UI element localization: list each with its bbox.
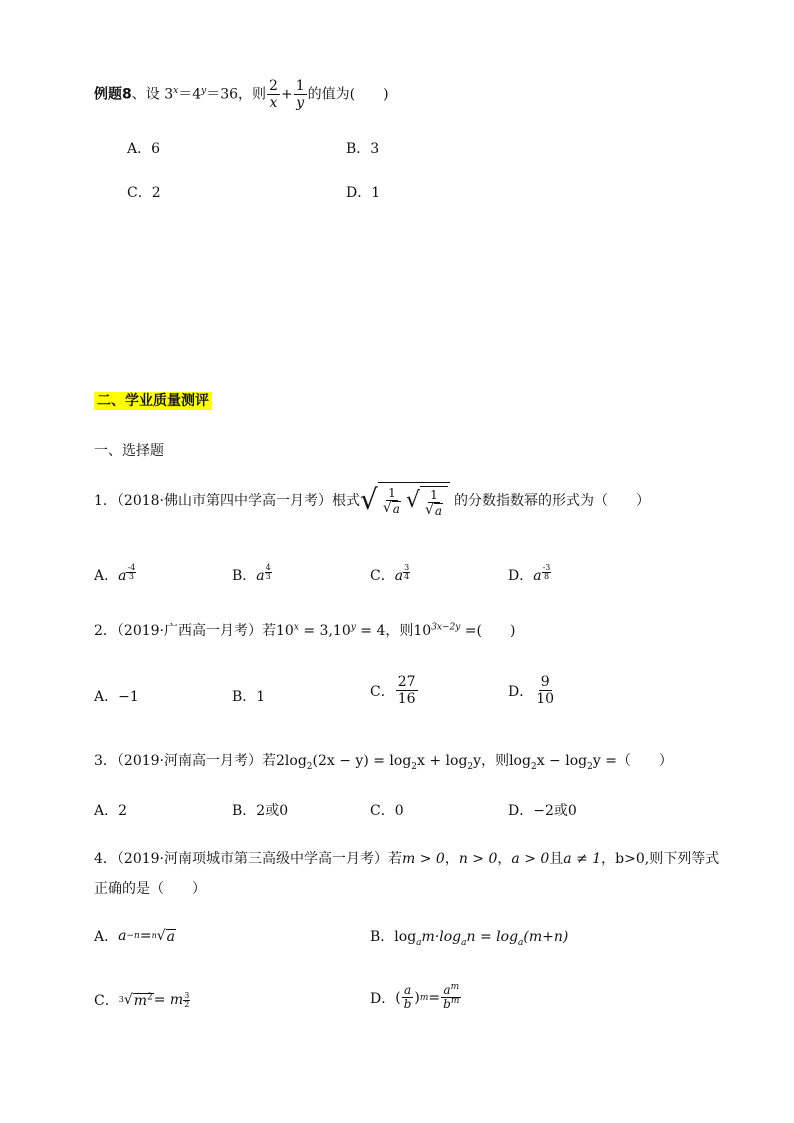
q4-option-d: D． ( $\frac{a}{b}$ ) m = $\frac{a^m}{b^m}$ [370, 982, 460, 1011]
question-4-line-2: 正确的是（ ） [94, 881, 206, 897]
q3-option-c: C．0 [370, 803, 404, 819]
q2-option-c: C． $\frac{27}{16}$ [370, 674, 416, 707]
fraction-1-over-y: $\frac{1}{y}$ [295, 78, 305, 111]
ex8-option-d: D．1 [346, 185, 381, 201]
example-label: 例题8 [94, 86, 132, 103]
q3-option-d: D．−2或0 [508, 803, 577, 819]
q3-option-a: A．2 [94, 803, 128, 819]
q2-option-b: B．1 [232, 689, 266, 705]
ex8-option-c: C．2 [127, 185, 161, 201]
nested-radical: √ 1 √ a √ 1 √ a [360, 482, 450, 518]
q1-option-d: D．a $\frac{-3}{8}$ [508, 563, 551, 584]
section-title: 二、学业质量测评 [94, 390, 212, 410]
subsection-title: 一、选择题 [94, 443, 164, 459]
question-4-line-1: 4．（2019·河南项城市第三高级中学高一月考）若m > 0，n > 0，a > 0且a ≠ 1，b>0,则下列等式 [94, 851, 720, 867]
question-2: 2．（2019·广西高一月考）若$10^x = 3,10^y = 4$，则$10^{3x-2y}$ =( ) [94, 622, 516, 639]
q4-option-c: C． 3 √ $m^2$ = m $\frac{3}{2}$ [94, 990, 190, 1009]
ex8-option-b: B．3 [346, 141, 380, 157]
q4-option-b: B．$\log_am\cdot\log_an = \log_a(m+n)$ [370, 929, 569, 948]
q4-option-a: A． a −n = n √ a [94, 928, 175, 945]
q3-option-b: B．2或0 [232, 803, 289, 819]
q1-option-a: A．a $\frac{-4}{3}$ [94, 563, 136, 584]
example-8-question: 例题8、设 $3^x=4^y=36$，则 $\frac{2}{x}$ + $\frac{1}{y}$ 的值为( ) [94, 78, 389, 111]
fraction-2-over-x: $\frac{2}{x}$ [269, 78, 278, 111]
q2-option-a: A．−1 [94, 689, 139, 705]
q2-option-d: D． $\frac{9}{10}$ [508, 674, 555, 707]
ex8-option-a: A．6 [127, 141, 161, 157]
q1-option-c: C．a $\frac{3}{4}$ [370, 563, 410, 584]
question-1: 1．（2018·佛山市第四中学高一月考）根式 √ 1 √ a √ 1 √ a 的分数指数幂的形式为（ ） [94, 483, 651, 518]
q1-option-b: B．a $\frac{4}{3}$ [232, 563, 271, 584]
question-3: 3．（2019·河南高一月考）若$2\log_2(2x - y) = \log_2x + \log_2y$，则$\log_2x - \log_2y$ =（ ） [94, 753, 673, 772]
